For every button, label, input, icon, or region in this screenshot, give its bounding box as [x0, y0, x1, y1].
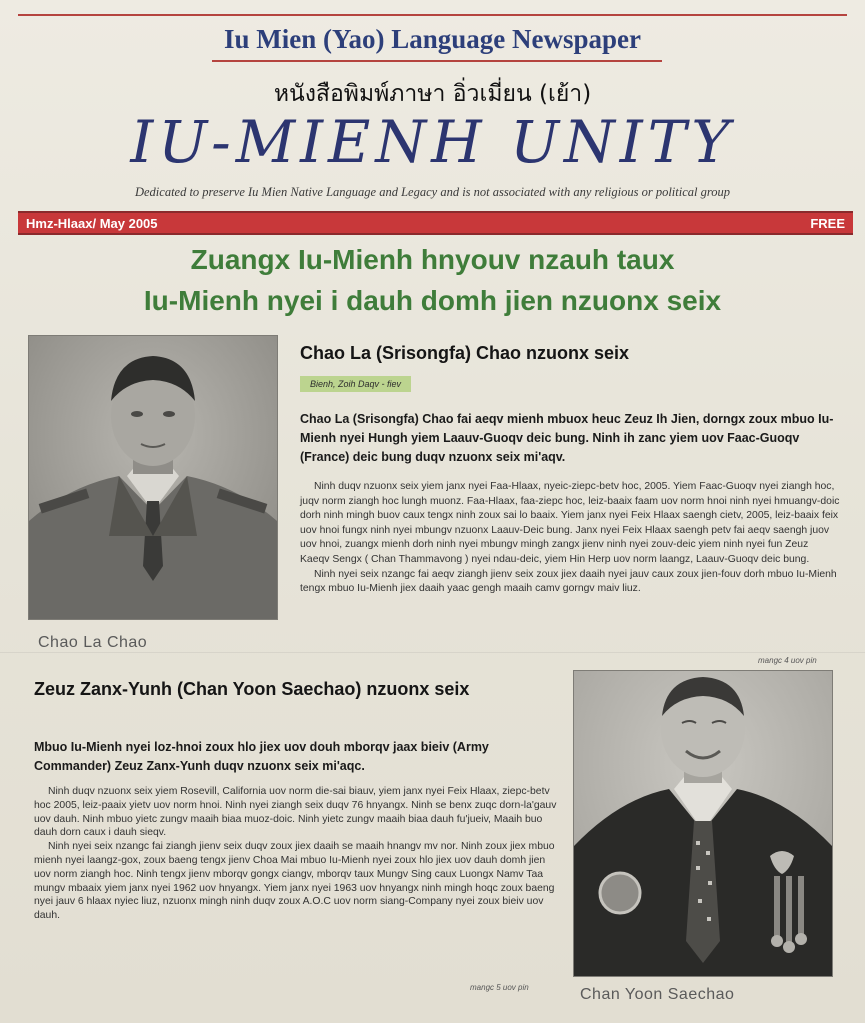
portrait-illustration-1	[29, 336, 277, 619]
photo-caption-chao-la-chao: Chao La Chao	[38, 634, 148, 651]
article1-continued-note: mangc 4 uov pin	[758, 656, 817, 665]
title-underline	[212, 60, 662, 62]
issue-banner	[18, 211, 853, 235]
headline-line-2: Iu-Mienh nyei i dauh domh jien nzuonx seix	[143, 285, 722, 316]
article2-body	[34, 785, 562, 923]
article2-paragraph-1: Ninh duqv nzuonx seix yiem Rosevill, California uov norm die-sai biauv, yiem janx nyei Feix Hlaax, ziepc-betv hoc 2005, leiz-paaix yietv uov norm hnoi. Ninh nyei ziangh seix duqv 76 hnyangx. Ninh se benx zuqc dorn-la'gauv uov dauh. Ninh mbuo yietc zungv maaih biaa muoz-doic. Ninh yietc zungv maaih biaa dauh fu'jueiv, Maaih buo dauh dorn caux i dauh sieqv.	[34, 786, 557, 839]
paper-fold-line	[0, 652, 865, 653]
article2-lead: Mbuo Iu-Mienh nyei loz-hnoi zoux hlo jiex uov douh mborqv jaax bieiv (Army Commander) Zeuz Zanx-Yunh duqv nzuonx seix mi'aqc.	[34, 740, 489, 773]
headline-line-1: Zuangx Iu-Mienh hnyouv nzauh taux	[190, 244, 675, 275]
article1-paragraph-1: Ninh duqv nzuonx seix yiem janx nyei Faa-Hlaax, nyeic-ziepc-betv hoc, 2005. Yiem Faac-Guoqv nyei ziangh hoc, juqv norm ziangh hoc lungh muonz. Faa-Hlaax, faa-ziepc hoc, leiz-baaix faam uov norm hnoi ninh nyei hmuangv-doic dorh ninh mingh buov caux tengx ninh zoux sai lo baaix. Yiem janx nyei Feix Hlaax saengh cietv, 2005, leiz-baaix feix uov hnoi fungx ninh nyei mbungv nzuonx Laauv-Deic bung. Janx nyei Feix Hlaax saengh petv fai aeqv saengh juov uov hnoi, zuangx mienh dorh ninh nyei mbungv mingh zangx jienv ninh nyei zouv-deic yiem ninh nyei fun Zeuz Kaeqv Sengx ( Chan Thammavong ) nyei ndau-deic, yiem Hin Herp uov norm laangz, Laauv-Guoqv deic bung.	[300, 481, 840, 565]
issue-date: Hmz-Hlaax/ May 2005	[26, 215, 158, 231]
article2-paragraph-2: Ninh nyei seix nzangc fai ziangh jienv seix duqv zoux jiex daaih se maaih hnangv mv nor. Ninh zoux jiex mbuo mienh nyei laangz-gox, zoux baeng tengx jienv Choa Mai mbuo Iu-Mienh nyei zoux hlo jiex uov dauh domh jien uov norm ziangh hoc. Ninh tengx jienv mborqv gongx ciangv, mborqv taux Mungv Sing caux Luongx Namv Taa mungv mbaaix yiem janx nyei 1962 uov hnyangx. Yiem janx nyei 1963 uov hnyangx ninh mingh hoqc zoux baeng nyei jauv 6 hlaax nyiec liuz, nzuonx mingh ninh duqv zoux A.O.C uov norm siang-Company nyei zoux bieiv uov dauh.	[34, 841, 555, 922]
thai-title: หนังสือพิมพ์ภาษา อิ่วเมี่ยน (เย้า)	[273, 81, 592, 107]
article1-paragraph-2: Ninh nyei seix nzangc fai aeqv ziangh jienv seix zoux jiex daaih nyei jauv caux zoux jien-fouv dorh mbuo Iu-Mienh tengx mbuo Iu-Mienh jiex daaih yaac gengh maaih camv gorngv maiv liuz.	[300, 568, 837, 595]
article1-byline: Bienh, Zoih Daqv - fiev	[300, 376, 411, 392]
article2-title: Zeuz Zanx-Yunh (Chan Yoon Saechao) nzuonx seix	[34, 679, 470, 699]
masthead-title: Iu Mien (Yao) Language Newspaper	[223, 24, 641, 54]
chan-yoon-saechao-photo	[573, 670, 833, 977]
article1-lead: Chao La (Srisongfa) Chao fai aeqv mienh mbuox heuc Zeuz Ih Jien, dorngx zoux mbuo Iu-Mienh nyei Hungh yiem Laauv-Guoqv deic bung. Ninh ih zanc yiem uov Faac-Guoqv (France) deic bung duqv nzuonx seix mi'aqv.	[300, 412, 834, 464]
portrait-illustration-2	[574, 671, 832, 976]
article1-body	[300, 480, 840, 597]
top-rule	[18, 14, 847, 16]
dedication-tagline: Dedicated to preserve Iu Mien Native Language and Legacy and is not associated with any religious or political group	[134, 185, 731, 199]
chao-la-chao-photo	[28, 335, 278, 620]
article2-continued-note: mangc 5 uov pin	[470, 983, 529, 992]
price-label: FREE	[810, 215, 845, 231]
article1-title: Chao La (Srisongfa) Chao nzuonx seix	[300, 343, 630, 363]
photo-caption-chan-yoon-saechao: Chan Yoon Saechao	[580, 986, 735, 1003]
unity-title: IU-MIENH UNITY	[130, 108, 735, 176]
